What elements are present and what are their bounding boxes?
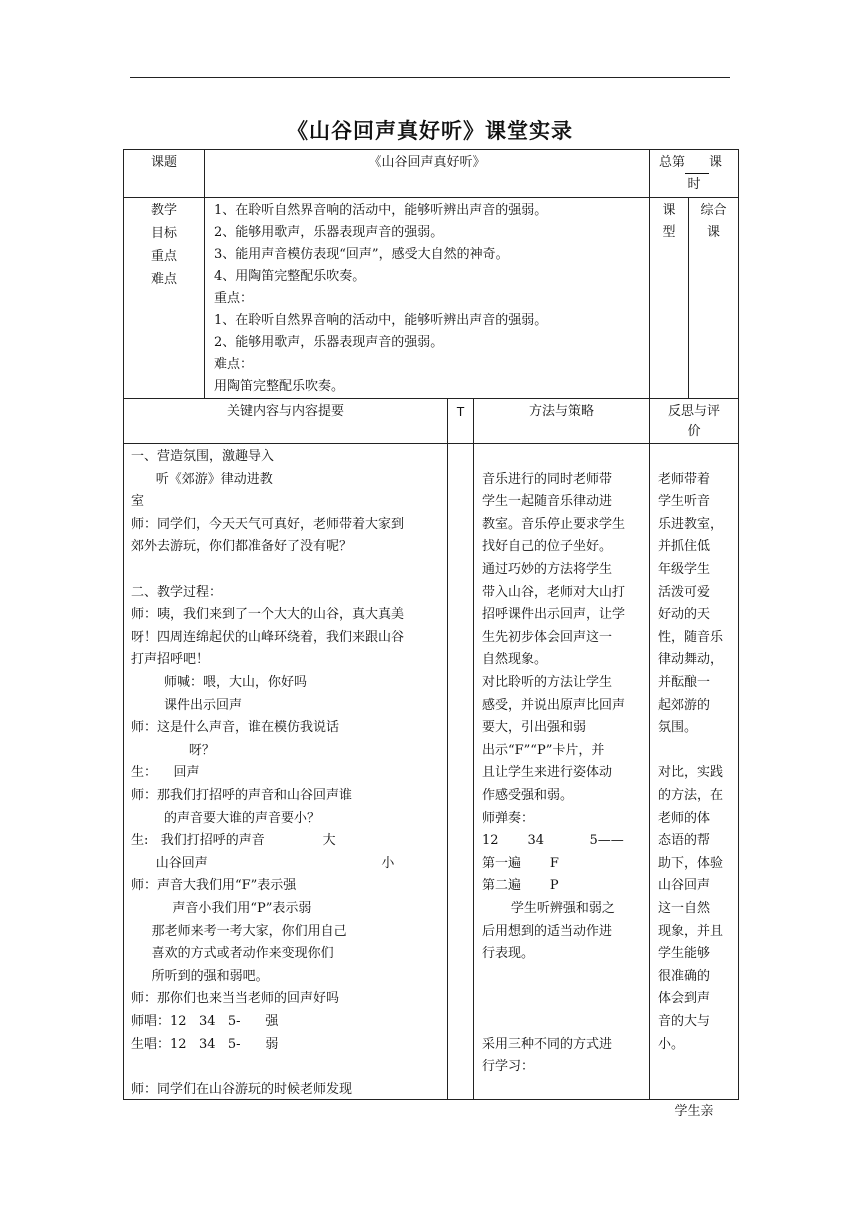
type-value-2: 课: [706, 225, 720, 240]
method-header: 方法与策略: [528, 404, 594, 419]
reflection-line: 山谷回声: [658, 878, 711, 894]
total-suffix: 课: [709, 155, 723, 170]
content-line: 师：那我们打招呼的声音和山谷回声谁: [131, 788, 353, 803]
objectives-content-cell: [204, 197, 650, 399]
method-line: 自然现象。: [482, 652, 548, 668]
content-line: 所听到的强和弱吧。: [131, 968, 269, 984]
objective-line: 3、能用声音模仿表现“回声”，感受大自然的神奇。: [214, 247, 509, 262]
method-header-cell: [473, 398, 650, 444]
type-label-cell: [649, 197, 689, 399]
reflection-line: 助下，体验: [658, 855, 724, 871]
method-line: 出示“F”“P”卡片，并: [482, 742, 605, 758]
content-line: 的声音要大谁的声音要小？: [131, 810, 321, 826]
objectives-label-line: 教学: [150, 203, 177, 218]
total-hours-cell: [649, 149, 739, 198]
method-line: 找好自己的位子坐好。: [482, 539, 613, 555]
total-suffix-2: 时: [687, 177, 701, 192]
content-line: 呀！四周连绵起伏的山峰环绕着，我们来跟山谷: [131, 629, 405, 645]
header-rule: [130, 77, 730, 78]
topic-value-cell: [204, 149, 650, 198]
method-line: 第一遍 F: [482, 855, 559, 871]
content-line: 听《郊游》律动进教: [131, 471, 273, 487]
method-line: 教室。音乐停止要求学生: [482, 516, 626, 532]
content-line: 一、营造氛围，激趣导入: [131, 449, 275, 464]
objective-line: 2、能够用歌声，乐器表现声音的强弱。: [214, 335, 444, 350]
method-line: 对比聆听的方法让学生: [482, 675, 613, 690]
content-line: 师：同学们在山谷游玩的时候老师发现: [131, 1081, 353, 1097]
reflection-line: 乐进教室，: [658, 516, 724, 532]
reflection-line: 的方法，在: [658, 788, 724, 803]
method-line: 生先初步体会回声这一: [482, 629, 613, 645]
total-prefix: 总第: [659, 155, 686, 170]
reflection-line: 很准确的: [658, 968, 711, 984]
content-line: 郊外去游玩，你们都准备好了没有呢？: [131, 539, 353, 555]
content-line: 生： 回声: [131, 765, 200, 781]
topic-label: 课题: [150, 155, 177, 170]
objective-line: 1、在聆听自然界音响的活动中，能够听辨出声音的强弱。: [214, 313, 548, 328]
method-line: 12 34 5——: [482, 833, 624, 849]
content-line: 师：这是什么声音，谁在模仿我说话: [131, 720, 340, 736]
method-line: 后用想到的适当动作进: [482, 923, 613, 939]
topic-value: 《山谷回声真好听》: [368, 155, 486, 170]
reflection-line: 学生听音: [658, 494, 711, 510]
reflection-line: 音的大与: [658, 1014, 711, 1029]
reflection-line: 对比，实践: [658, 765, 724, 781]
reflection-line: 年级学生: [658, 562, 711, 577]
content-body-cell: [123, 443, 448, 1100]
objectives-label-cell: [123, 197, 205, 399]
objective-line: 2、能够用歌声，乐器表现声音的强弱。: [214, 225, 444, 240]
reflection-line: 好动的天: [658, 607, 711, 623]
reflection-line: 并抓住低: [658, 539, 711, 555]
content-line: 山谷回声 小: [131, 855, 395, 871]
reflect-header-2: 价: [687, 424, 701, 439]
content-line: 室: [131, 494, 145, 510]
method-line: 且让学生来进行姿体动: [482, 765, 613, 781]
content-line: 师唱：12 34 5- 强: [131, 1014, 279, 1029]
objective-line: 用陶笛完整配乐吹奏。: [214, 379, 345, 394]
reflection-line: 态语的帮: [658, 833, 711, 849]
content-line: 喜欢的方式或者动作来变现你们: [131, 946, 334, 962]
total-hours-blank: [685, 160, 709, 174]
reflection-line: 学生能够: [658, 946, 711, 962]
reflection-line: 这一自然: [658, 901, 711, 916]
reflection-line: 起郊游的: [658, 697, 711, 713]
content-line: 打声招呼吧！: [131, 652, 210, 668]
objective-line: 难点：: [214, 357, 254, 372]
method-line: 采用三种不同的方式进: [482, 1036, 613, 1052]
content-header-cell: [123, 398, 448, 444]
objective-line: 重点：: [214, 291, 254, 306]
objective-line: 1、在聆听自然界音响的活动中，能够听辨出声音的强弱。: [214, 203, 548, 218]
reflection-line: 老师的体: [658, 810, 711, 826]
type-value-1: 综合: [700, 203, 727, 218]
reflection-line: 学生亲: [658, 1104, 714, 1120]
method-line: 招呼课件出示回声，让学: [482, 607, 626, 623]
content-line: 呀？: [131, 742, 215, 758]
method-line: 带入山谷，老师对大山打: [482, 584, 626, 600]
content-line: 生: 我们打招呼的声音 大: [131, 833, 336, 849]
objectives-label-line: 目标: [150, 226, 177, 241]
content-line: 师喊：喂，大山，你好吗: [131, 675, 308, 690]
page-title: 《山谷回声真好听》课堂实录: [287, 119, 573, 143]
method-line: 行表现。: [482, 946, 535, 962]
reflection-line: 现象，并且: [658, 923, 724, 939]
method-line: 第二遍 P: [482, 878, 559, 894]
content-line: 师：声音大我们用“F”表示强: [131, 878, 297, 894]
type-label-2: 型: [662, 225, 676, 240]
objective-line: 4、用陶笛完整配乐吹奏。: [214, 269, 366, 284]
content-line: 声音小我们用“P”表示弱: [131, 901, 312, 916]
reflection-line: 性，随音乐: [658, 629, 724, 645]
method-line: 通过巧妙的方法将学生: [482, 562, 613, 577]
total-hours-line: [659, 152, 722, 174]
content-line: 师：那你们也来当当老师的回声好吗: [131, 991, 340, 1007]
topic-label-cell: [123, 149, 205, 198]
reflect-header-1: 反思与评: [667, 404, 720, 419]
reflection-line: 老师带着: [658, 471, 711, 487]
method-line: 学生听辨强和弱之: [482, 901, 615, 916]
reflection-line: 氛围。: [658, 720, 698, 736]
method-line: 感受，并说出原声比回声: [482, 697, 626, 713]
type-label-1: 课: [662, 203, 676, 218]
content-line: 课件出示回声: [131, 697, 243, 713]
t-header: T: [456, 405, 465, 419]
content-header: 关键内容与内容提要: [226, 404, 344, 419]
reflect-body-cell: [649, 443, 739, 1120]
objectives-label-line: 难点: [150, 272, 177, 287]
content-line: 那老师来考一考大家，你们用自己: [131, 923, 347, 939]
t-body-cell: [447, 443, 474, 1100]
content-line: 生唱：12 34 5- 弱: [131, 1036, 279, 1052]
reflection-line: 活泼可爱: [658, 584, 711, 600]
reflect-header-cell: [649, 398, 739, 444]
method-line: 师弹奏：: [482, 810, 535, 826]
reflection-line: 体会到声: [658, 991, 711, 1007]
content-line: 二、教学过程：: [131, 584, 223, 600]
method-line: 音乐进行的同时老师带: [482, 471, 613, 487]
t-header-cell: [447, 398, 474, 444]
method-line: 行学习：: [482, 1059, 535, 1075]
method-line: 学生一起随音乐律动进: [482, 494, 613, 510]
reflection-line: 小。: [658, 1036, 685, 1052]
method-body-cell: [473, 443, 650, 1100]
content-line: 师：同学们，今天天气可真好，老师带着大家到: [131, 516, 405, 532]
type-value-cell: [688, 197, 739, 399]
objectives-label-line: 重点: [150, 249, 177, 264]
method-line: 作感受强和弱。: [482, 788, 574, 803]
method-line: 要大，引出强和弱: [482, 720, 587, 736]
reflection-line: 律动舞动，: [658, 652, 724, 668]
content-line: 师：咦，我们来到了一个大大的山谷，真大真美: [131, 607, 405, 623]
reflection-line: 并酝酿一: [658, 675, 711, 690]
